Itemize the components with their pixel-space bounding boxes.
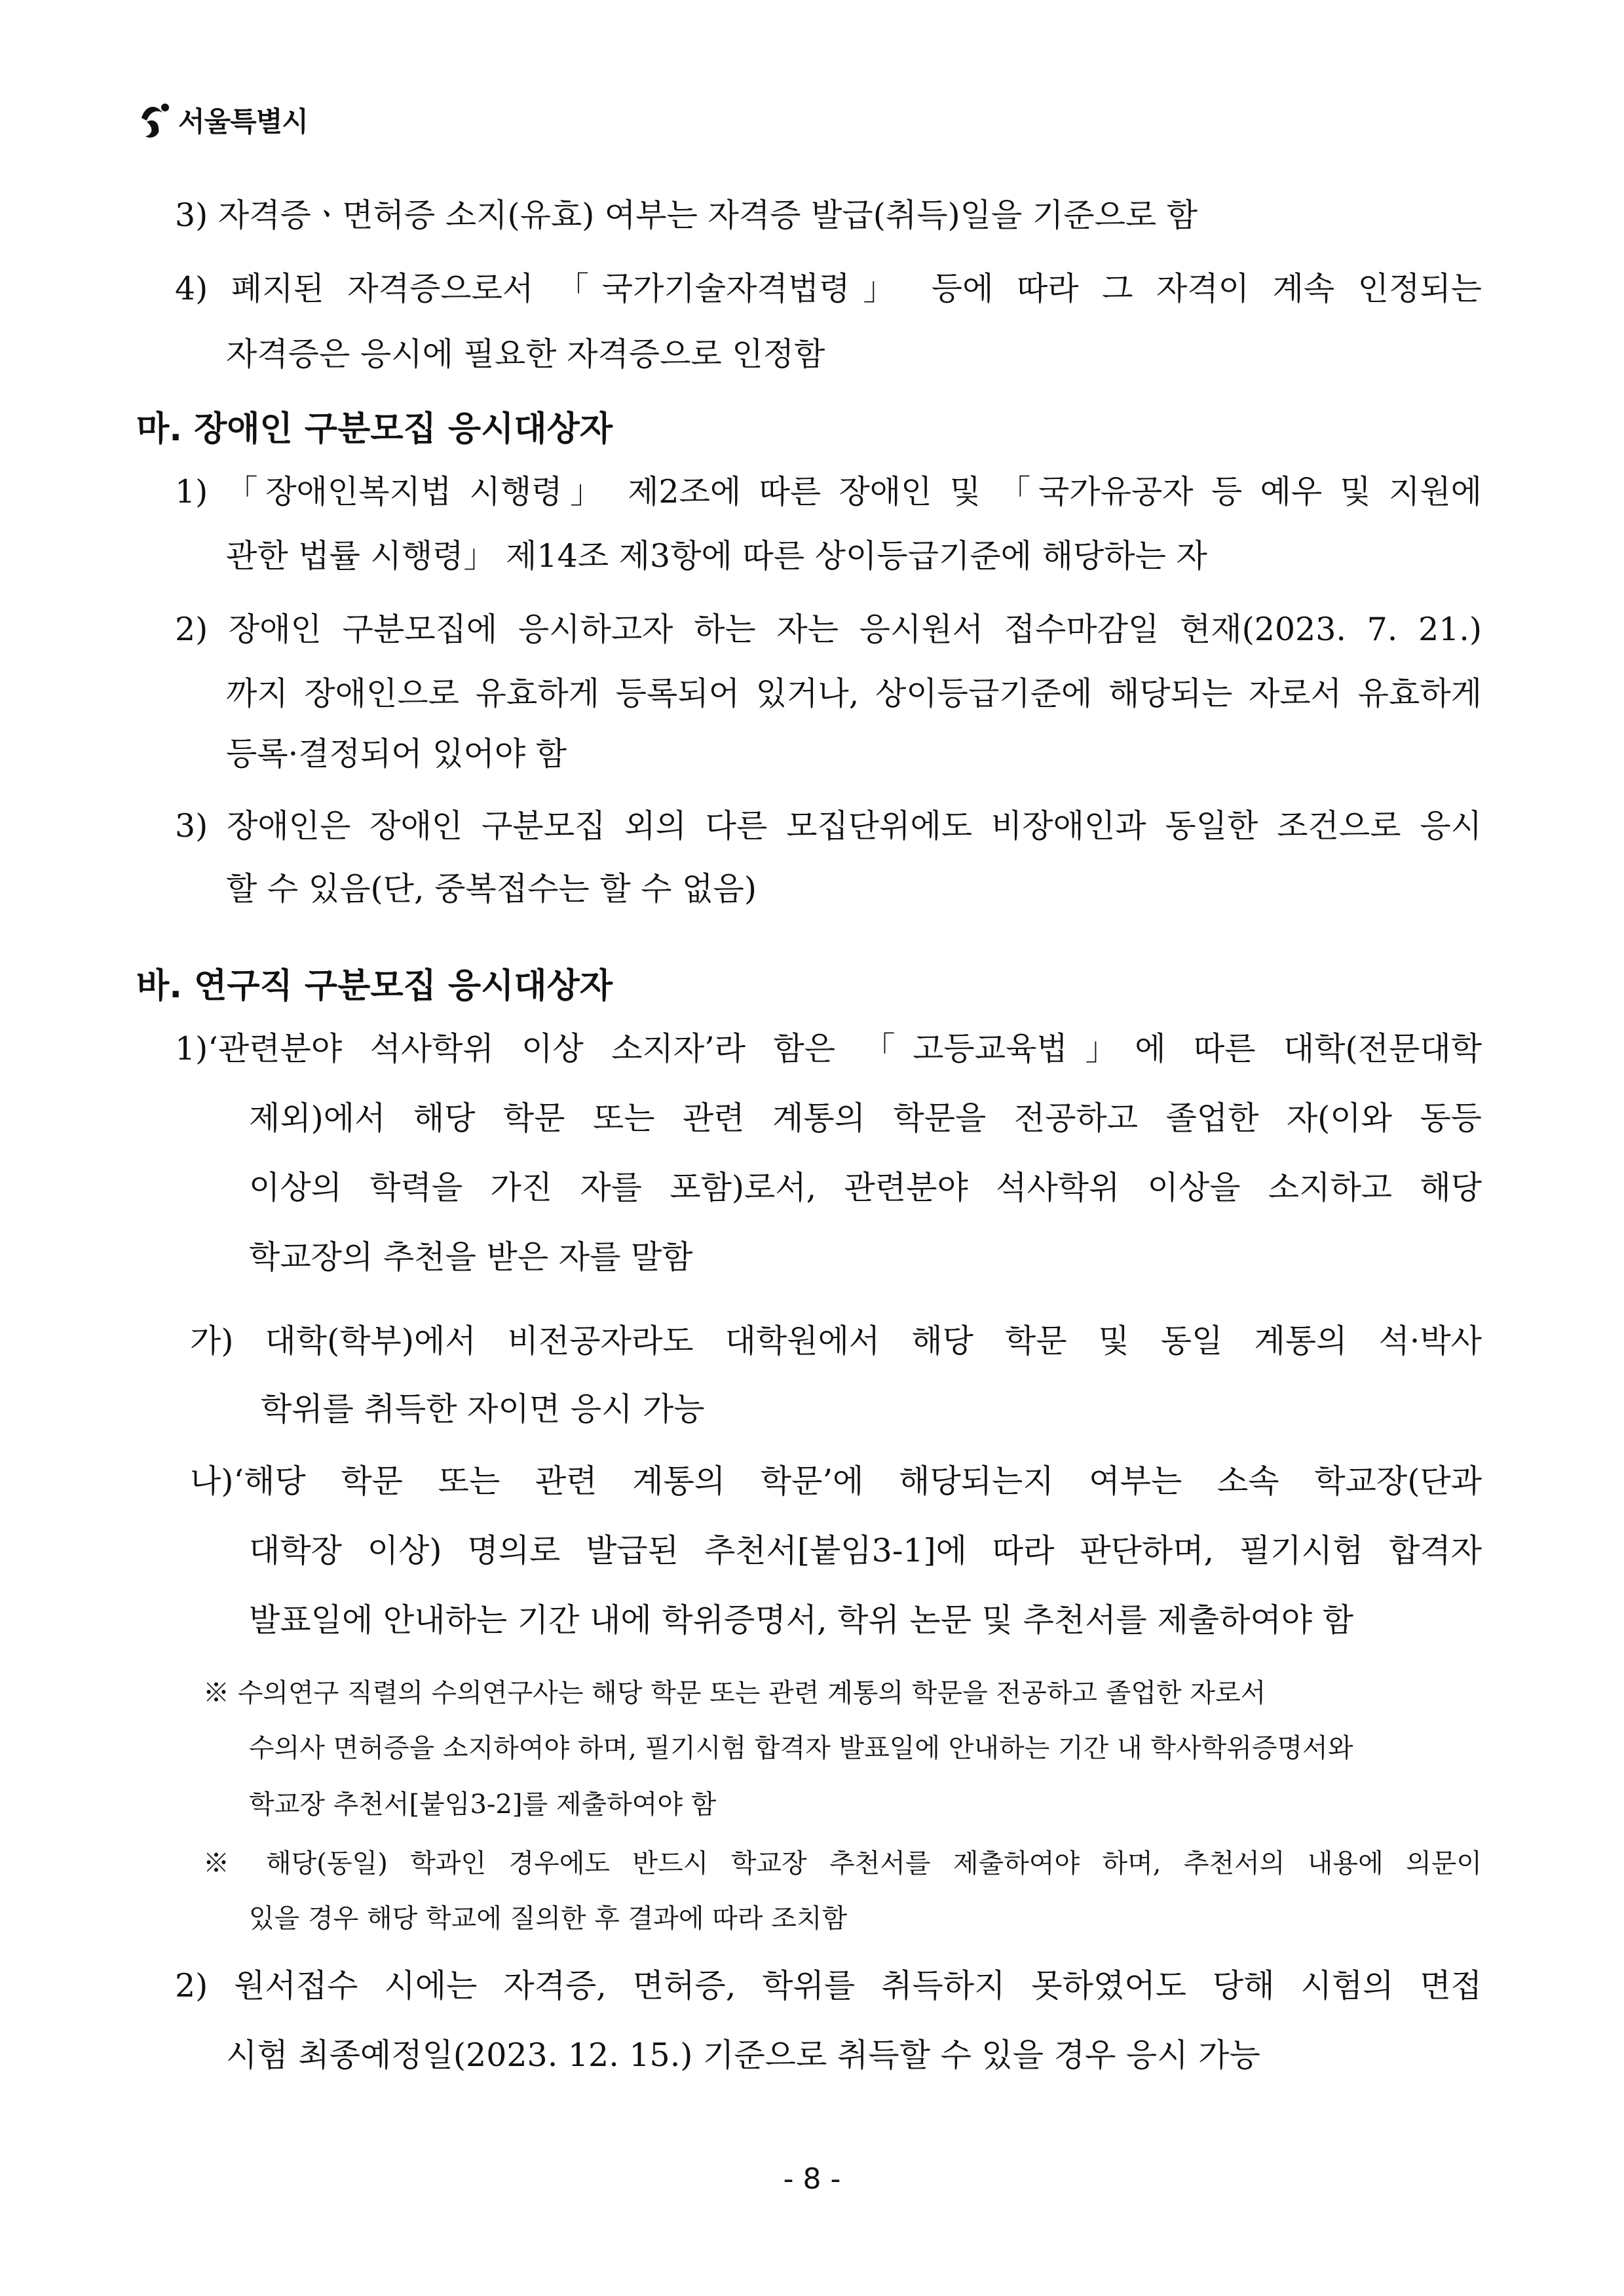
item-ma-1: 1) 「장애인복지법 시행령」 제2조에 따른 장애인 및 「국가유공자 등 예우 및 지원에 (175, 473, 1482, 510)
item-ma-3: 3) 장애인은 장애인 구분모집 외의 다른 모집단위에도 비장애인과 동일한 조건으로 응시 (175, 807, 1482, 845)
section-heading-ma: 마. 장애인 구분모집 응시대상자 (136, 410, 613, 449)
note-same-department-2: 있을 경우 해당 학교에 질의한 후 결과에 따라 조치함 (249, 1904, 848, 1934)
item-ba-na-continued-2: 발표일에 안내하는 기간 내에 학위증명서, 학위 논문 및 추천서를 제출하여야 함 (249, 1601, 1354, 1639)
item-ba-2: 2) 원서접수 시에는 자격증, 면허증, 학위를 취득하지 못하였어도 당해 시험의 면접 (175, 1967, 1482, 2004)
item-ba-1: 1)‘관련분야 석사학위 이상 소지자’라 함은 「고등교육법」에 따른 대학(전문대학 (175, 1030, 1482, 1067)
item-3-license-validity: 3) 자격증ㆍ면허증 소지(유효) 여부는 자격증 발급(취득)일을 기준으로 함 (175, 197, 1198, 234)
item-4-abolished-license: 4) 폐지된 자격증으로서 「국가기술자격법령」 등에 따라 그 자격이 계속 인정되는 (175, 270, 1482, 307)
note-same-department-1: ※ 해당(동일) 학과인 경우에도 반드시 학교장 추천서를 제출하여야 하며, 추천서의 내용에 의문이 (203, 1848, 1482, 1879)
item-ba-1-continued-3: 학교장의 추천을 받은 자를 말함 (249, 1238, 693, 1276)
item-ba-na: 나)‘해당 학문 또는 관련 계통의 학문’에 해당되는지 여부는 소속 학교장(단과 (190, 1463, 1482, 1500)
note-veterinary-3: 학교장 추천서[붙임3-2]를 제출하여야 함 (249, 1789, 717, 1820)
item-ba-1-continued-1: 제외)에서 해당 학문 또는 관련 계통의 학문을 전공하고 졸업한 자(이와 동등 (249, 1100, 1482, 1137)
item-ba-ga-continued: 학위를 취득한 자이면 응시 가능 (261, 1390, 705, 1428)
section-heading-ba: 바. 연구직 구분모집 응시대상자 (136, 966, 613, 1006)
item-ba-na-continued-1: 대학장 이상) 명의로 발급된 추천서[붙임3-1]에 따라 판단하며, 필기시험 합격자 (249, 1532, 1482, 1569)
page-number: - 8 - (783, 2162, 841, 2196)
item-ma-2-continued-2: 등록·결정되어 있어야 함 (226, 735, 567, 773)
item-ma-3-continued: 할 수 있음(단, 중복접수는 할 수 없음) (226, 870, 757, 908)
item-ma-2-continued-1: 까지 장애인으로 유효하게 등록되어 있거나, 상이등급기준에 해당되는 자로서 유효하게 (226, 675, 1482, 712)
item-ma-1-continued: 관한 법률 시행령」 제14조 제3항에 따른 상이등급기준에 해당하는 자 (226, 537, 1207, 575)
item-4-continued: 자격증은 응시에 필요한 자격증으로 인정함 (226, 335, 825, 373)
seoul-logo (136, 98, 308, 142)
logo-text: 서울특별시 (178, 105, 308, 138)
note-veterinary-1: ※ 수의연구 직렬의 수의연구사는 해당 학문 또는 관련 계통의 학문을 전공하고 졸업한 자로서 (203, 1678, 1266, 1708)
item-ba-2-continued: 시험 최종예정일(2023. 12. 15.) 기준으로 취득할 수 있을 경우 응시 가능 (226, 2037, 1260, 2074)
item-ba-1-continued-2: 이상의 학력을 가진 자를 포함)로서, 관련분야 석사학위 이상을 소지하고 해당 (249, 1169, 1482, 1206)
seoul-logo-icon (136, 98, 176, 142)
note-veterinary-2: 수의사 면허증을 소지하여야 하며, 필기시험 합격자 발표일에 안내하는 기간 내 학사학위증명서와 (249, 1733, 1353, 1763)
item-ma-2: 2) 장애인 구분모집에 응시하고자 하는 자는 응시원서 접수마감일 현재(2023. 7. 21.) (175, 611, 1482, 648)
item-ba-ga: 가) 대학(학부)에서 비전공자라도 대학원에서 해당 학문 및 동일 계통의 석·박사 (190, 1322, 1482, 1360)
